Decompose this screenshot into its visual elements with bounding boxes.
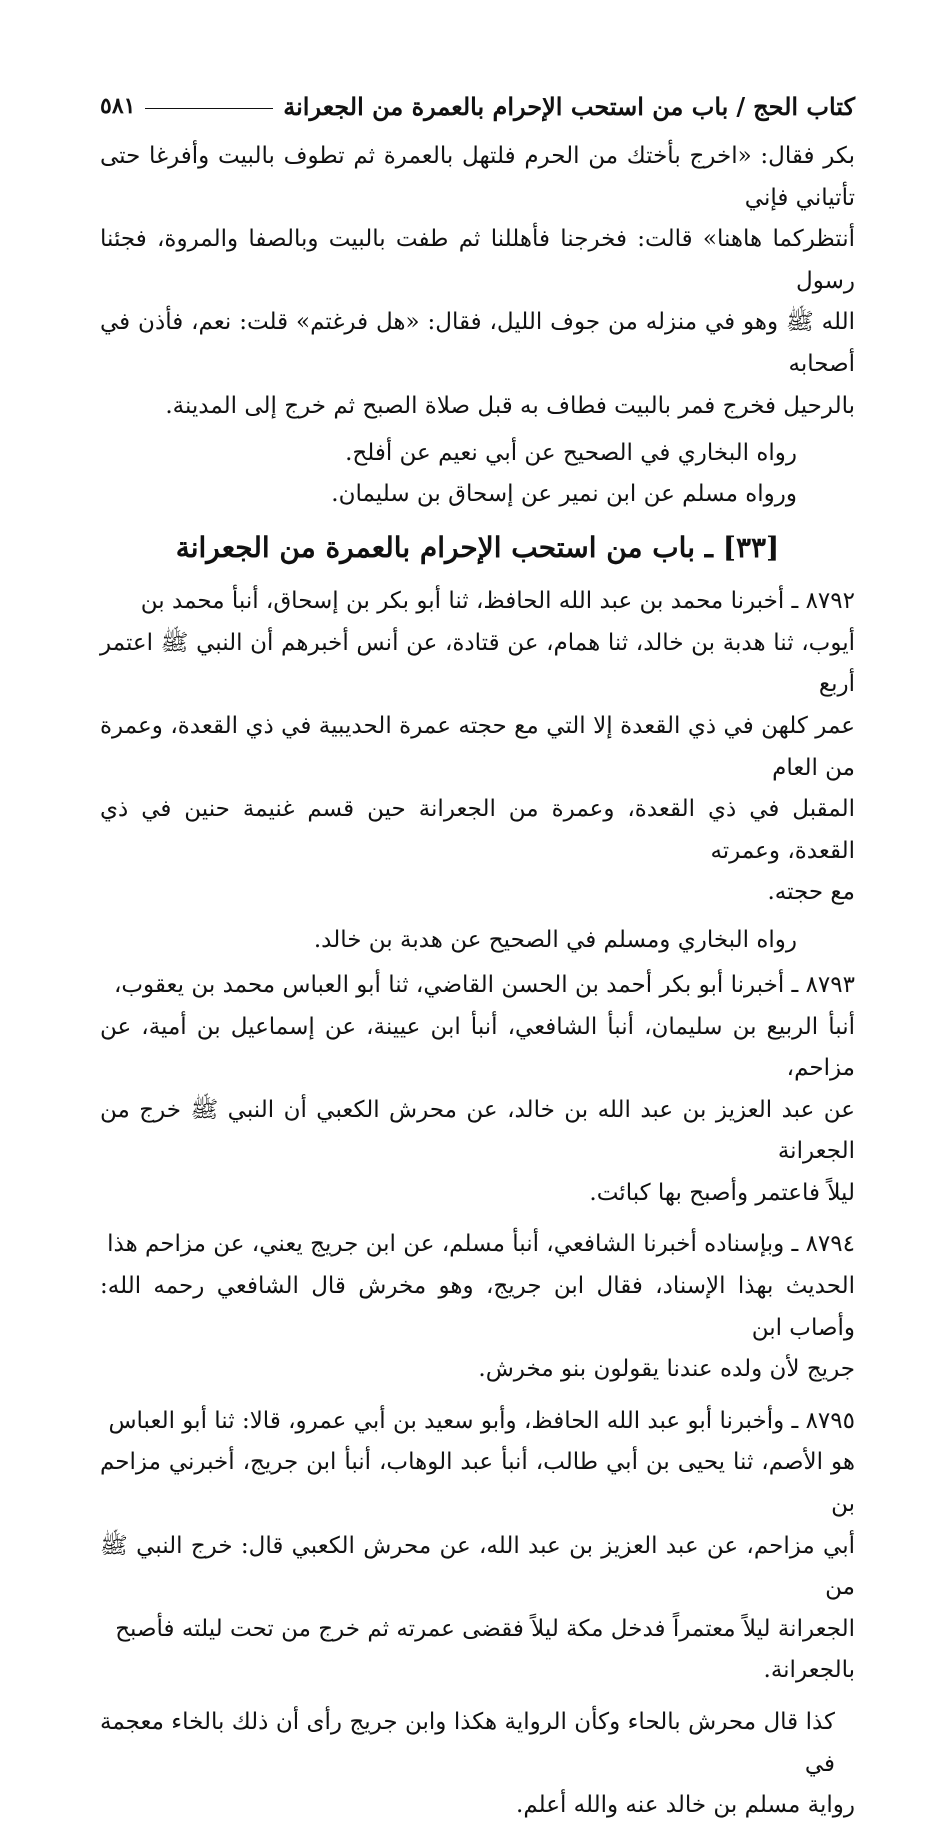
text-line: الجعرانة ليلاً معتمراً فدخل مكة ليلاً فقضى عمرته ثم خرج من تحت ليلته فأصبح xyxy=(115,1615,855,1642)
section-title: [٣٣] ـ باب من استحب الإحرام بالعمرة من الجعرانة xyxy=(175,531,780,565)
intro-narrations xyxy=(100,433,855,515)
text-line: أنتظركما هاهنا» قالت: فخرجنا فأهللنا ثم طفت بالبيت وبالصفا والمروة، فجئنا رسول xyxy=(100,226,855,294)
header-separator: / xyxy=(736,91,746,121)
text-line: رواية مسلم بن خالد عنه والله أعلم. xyxy=(516,1792,855,1819)
header-rule xyxy=(145,108,273,109)
narration-line: ورواه مسلم عن ابن نمير عن إسحاق بن سليمان. xyxy=(331,481,797,508)
text-line: كذا قال محرش بالحاء وكأن الرواية هكذا وابن جريج رأى أن ذلك بالخاء معجمة في xyxy=(100,1709,835,1777)
text-line: هو الأصم، ثنا يحيى بن أبي طالب، أنبأ عبد الوهاب، أنبأ ابن جريج، أخبرني مزاحم بن xyxy=(100,1449,855,1518)
intro-paragraph xyxy=(100,136,855,427)
text-line: عمر كلهن في ذي القعدة إلا التي مع حجته عمرة الحديبية في ذي القعدة، وعمرة من العام xyxy=(100,712,855,781)
text-line: أنبأ الربيع بن سليمان، أنبأ الشافعي، أنبأ ابن عيينة، عن إسماعيل بن أمية، عن مزاحم، xyxy=(100,1013,855,1082)
page-number: ٥٨١ xyxy=(100,93,136,119)
text-line: عن عبد العزيز بن عبد الله بن خالد، عن محرش الكعبي أن النبي ﷺ خرج من الجعرانة xyxy=(100,1096,855,1165)
hadith-8793 xyxy=(100,965,855,1215)
header-book-title: كتاب الحج xyxy=(753,91,855,121)
text-line: بالجعرانة. xyxy=(763,1657,855,1684)
text-line: الله ﷺ وهو في منزله من جوف الليل، فقال: «هل فرغتم» قلت: نعم، فأذن في أصحابه xyxy=(100,309,855,377)
text-line: ٨٧٩٣ ـ أخبرنا أبو بكر أحمد بن الحسن القاضي، ثنا أبو العباس محمد بن يعقوب، xyxy=(113,971,855,998)
text-line: مع حجته. xyxy=(767,879,855,906)
narration-line: رواه البخاري في الصحيح عن أبي نعيم عن أفلح. xyxy=(345,440,797,467)
text-line: ليلاً فاعتمر وأصبح بها كبائت. xyxy=(589,1179,855,1206)
narration-line: رواه البخاري ومسلم في الصحيح عن هدبة بن خالد. xyxy=(313,926,797,953)
text-line: أيوب، ثنا هدبة بن خالد، ثنا همام، عن قتادة، عن أنس أخبرهم أن النبي ﷺ اعتمر أربع xyxy=(100,629,855,698)
text-line: المقبل في ذي القعدة، وعمرة من الجعرانة حين قسم غنيمة حنين في ذي القعدة، وعمرته xyxy=(100,796,855,864)
hadith-8794 xyxy=(100,1224,855,1390)
text-line: ٨٧٩٥ ـ وأخبرنا أبو عبد الله الحافظ، وأبو سعيد بن أبي عمرو، قالا: ثنا أبو العباس xyxy=(108,1407,855,1434)
text-line: أبي مزاحم، عن عبد العزيز بن عبد الله، عن محرش الكعبي قال: خرج النبي ﷺ من xyxy=(100,1532,855,1601)
text-line: الحديث بهذا الإسناد، فقال ابن جريج، وهو مخرش قال الشافعي رحمه الله: وأصاب ابن xyxy=(100,1273,855,1341)
text-line: جريج لأن ولده عندنا يقولون بنو مخرش. xyxy=(478,1356,855,1383)
hadith-8792 xyxy=(100,581,855,914)
text-line: بكر فقال: «اخرج بأختك من الحرم فلتهل بالعمرة ثم تطوف بالبيت وأفرغا حتى تأتياني فإني xyxy=(100,143,855,211)
text-line: ٨٧٩٤ ـ وبإسناده أخبرنا الشافعي، أنبأ مسلم، عن ابن جريج يعني، عن مزاحم هذا xyxy=(107,1231,855,1258)
text-line: ٨٧٩٢ ـ أخبرنا محمد بن عبد الله الحافظ، ثنا أبو بكر بن إسحاق، أنبأ محمد بن xyxy=(140,588,855,615)
header-chapter-title: باب من استحب الإحرام بالعمرة من الجعرانة xyxy=(283,91,729,121)
text-line: بالرحيل فخرج فمر بالبيت فطاف به قبل صلاة الصبح ثم خرج إلى المدينة. xyxy=(165,392,855,419)
hadith-8795 xyxy=(100,1401,855,1692)
running-header xyxy=(100,86,855,126)
closing-note xyxy=(100,1702,855,1827)
